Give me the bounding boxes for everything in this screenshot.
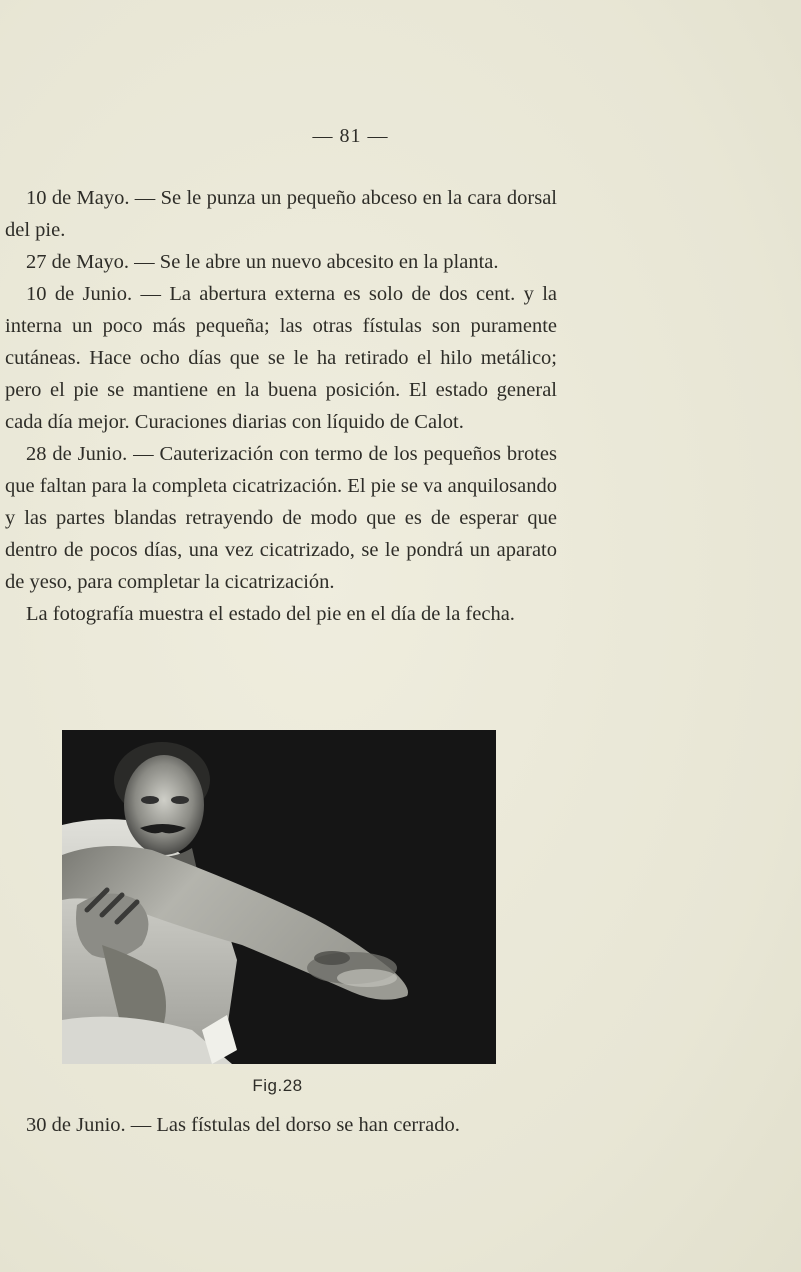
photograph-illustration: [62, 730, 496, 1064]
paragraph-photo-note: La fotografía muestra el estado del pie en el día de la fecha.: [26, 603, 515, 625]
paragraph-june-30: 30 de Junio. — Las fístulas del dorso se han cerrado.: [26, 1114, 460, 1136]
paragraph-may-27: 27 de Mayo. — Se le abre un nuevo abcesito en la planta.: [26, 251, 499, 273]
figure-photograph: [62, 730, 496, 1064]
paragraph-june-28: 28 de Junio. — Cauterización con termo de los pequeños brotes que faltan para la completa cicatrización. El pie se va anquilosando y las partes blandas retrayendo de modo que es de esperar que dentro de pocos días, una vez cicatrizado, se le pondrá un aparato de yeso, para completar la cicatrización.: [5, 443, 557, 593]
paragraph-june-10: 10 de Junio. — La abertura externa es solo de dos cent. y la interna un poco más pequeña; las otras fístulas son puramente cutáneas. Hace ocho días que se le ha retirado el hilo metálico; pero el pie se mantiene en la buena posición. El estado general cada día mejor. Curaciones diarias con líquido de Calot.: [5, 283, 557, 433]
figure-caption: Fig.28: [252, 1076, 303, 1095]
body-text: [5, 182, 557, 630]
page-number: — 81 —: [312, 125, 389, 147]
paragraph-may-10: 10 de Mayo. — Se le punza un pequeño abceso en la cara dorsal del pie.: [5, 187, 557, 241]
